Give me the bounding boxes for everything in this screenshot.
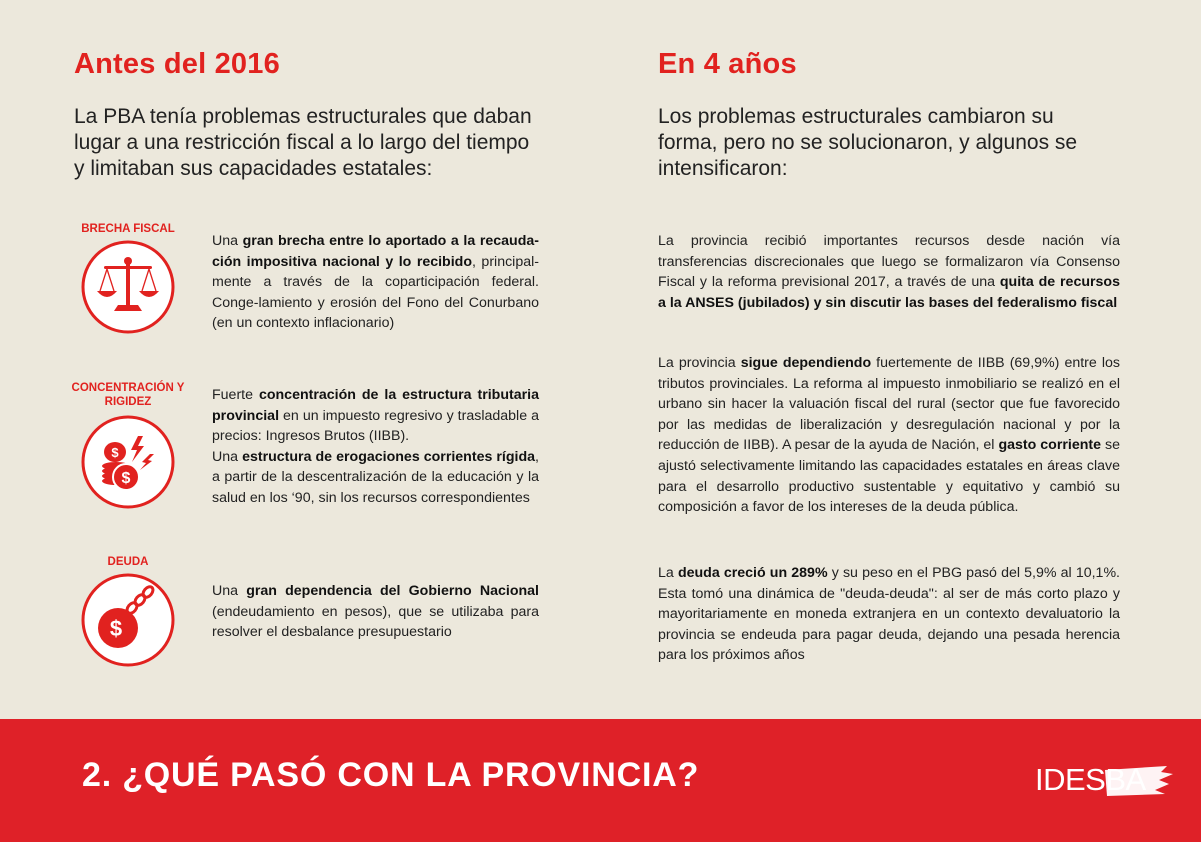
text-segment: La provincia recibió importantes recursos desde nación vía transferencias discrecionales que luego se formalizaron vía Consenso Fiscal y la reforma previsional 2017, a través de una bbox=[658, 233, 1120, 291]
item-concentracion-text bbox=[212, 385, 539, 509]
text-segment: La provincia bbox=[658, 355, 741, 371]
bold-segment: deuda creció un 289% bbox=[677, 565, 828, 581]
left-heading: Antes del 2016 bbox=[74, 48, 280, 80]
text-segment: (endeudamiento en pesos), que se utilizaba para resolver el desbalance presupuestario bbox=[212, 603, 539, 641]
bold-segment: concentración de la estructura tributaria provincial bbox=[212, 387, 539, 424]
scale-icon bbox=[80, 239, 176, 335]
ball-and-chain-icon bbox=[80, 572, 176, 668]
category-label-concentracion: CONCENTRACIÓN Y RIGIDEZ bbox=[71, 382, 185, 408]
bold-segment: gasto corriente bbox=[998, 437, 1101, 454]
bold-segment: quita de recursos a la ANSES (jubilados) y sin discutir las bases del federalismo fiscal bbox=[658, 274, 1120, 311]
svg-text:$: $ bbox=[109, 616, 123, 641]
idesba-logo bbox=[1035, 760, 1175, 804]
coins-lightning-icon bbox=[80, 414, 176, 510]
text-segment: en un impuesto regresivo y trasladable a precios: Ingresos Brutos (IIBB). bbox=[212, 407, 539, 445]
text-segment: Una bbox=[212, 233, 243, 249]
text-segment: Fuerte bbox=[212, 387, 259, 403]
text-segment: se ajustó selectivamente limitando las capacidades estatales en áreas clave para el desarrollo productivo sustentable y equitativo y cambió su composición a favor de los intereses de la deuda pública. bbox=[658, 437, 1120, 516]
text-segment: , principal-mente a través de la coparticipación federal. Conge-lamiento y erosión del Fono del Conurbano (en un contexto inflacionario) bbox=[212, 253, 539, 332]
item-brecha-fiscal-text bbox=[212, 231, 539, 334]
bold-segment: gran brecha entre lo aportado a la recauda-ción impositiva nacional y lo recibido bbox=[212, 233, 540, 270]
category-label-deuda: DEUDA bbox=[107, 556, 149, 568]
right-item-deuda-text bbox=[658, 563, 1120, 666]
right-heading: En 4 años bbox=[658, 48, 797, 80]
text-segment: La bbox=[658, 565, 678, 581]
text-segment: fuertemente de IIBB (69,9%) entre los tributos provinciales. La reforma al impuesto inmobiliario se realizó en el urbano sin hacer la valuación fiscal del rural (sector que fue favorecido por las medidas de liberalización y desregulación nacional y por la reducción de IIBB). A pesar de la ayuda de Nación, el bbox=[658, 355, 1120, 454]
footer-title: 2. ¿QUÉ PASÓ CON LA PROVINCIA? bbox=[82, 756, 700, 794]
item-deuda-text bbox=[212, 581, 539, 643]
category-label-brecha-fiscal: BRECHA FISCAL bbox=[81, 223, 175, 235]
text-segment: , a partir de la descentralización de la educación y la salud en los ‘90, sin los recursos correspondientes bbox=[212, 448, 539, 506]
bold-segment: estructura de erogaciones corrientes rígida bbox=[242, 448, 536, 465]
bold-segment: sigue dependiendo bbox=[740, 355, 872, 371]
right-item-recursos-text bbox=[658, 231, 1120, 313]
right-item-dependencia-text bbox=[658, 353, 1120, 518]
bold-segment: gran dependencia del Gobierno Nacional bbox=[246, 583, 539, 599]
text-segment: y su peso en el PBG pasó del 5,9% al 10,1%. Esta tomó una dinámica de "deuda-deuda": al ser de más corto plazo y mayoritariamente en moneda extranjera en un contexto devaluatorio la provincia se endeuda para pagar deuda, dejando una pesada herencia para los próximos años bbox=[658, 565, 1120, 664]
text-segment: Una bbox=[212, 448, 243, 465]
svg-text:$: $ bbox=[121, 470, 131, 487]
logo-text: IDESBA bbox=[1035, 762, 1146, 797]
right-intro: Los problemas estructurales cambiaron su forma, pero no se solucionaron, y algunos se intensificaron: bbox=[658, 105, 1078, 180]
left-intro: La PBA tenía problemas estructurales que daban lugar a una restricción fiscal a lo largo del tiempo y limitaban sus capacidades estatales: bbox=[74, 105, 532, 180]
svg-text:$: $ bbox=[111, 445, 119, 460]
text-segment: Una bbox=[212, 583, 247, 599]
